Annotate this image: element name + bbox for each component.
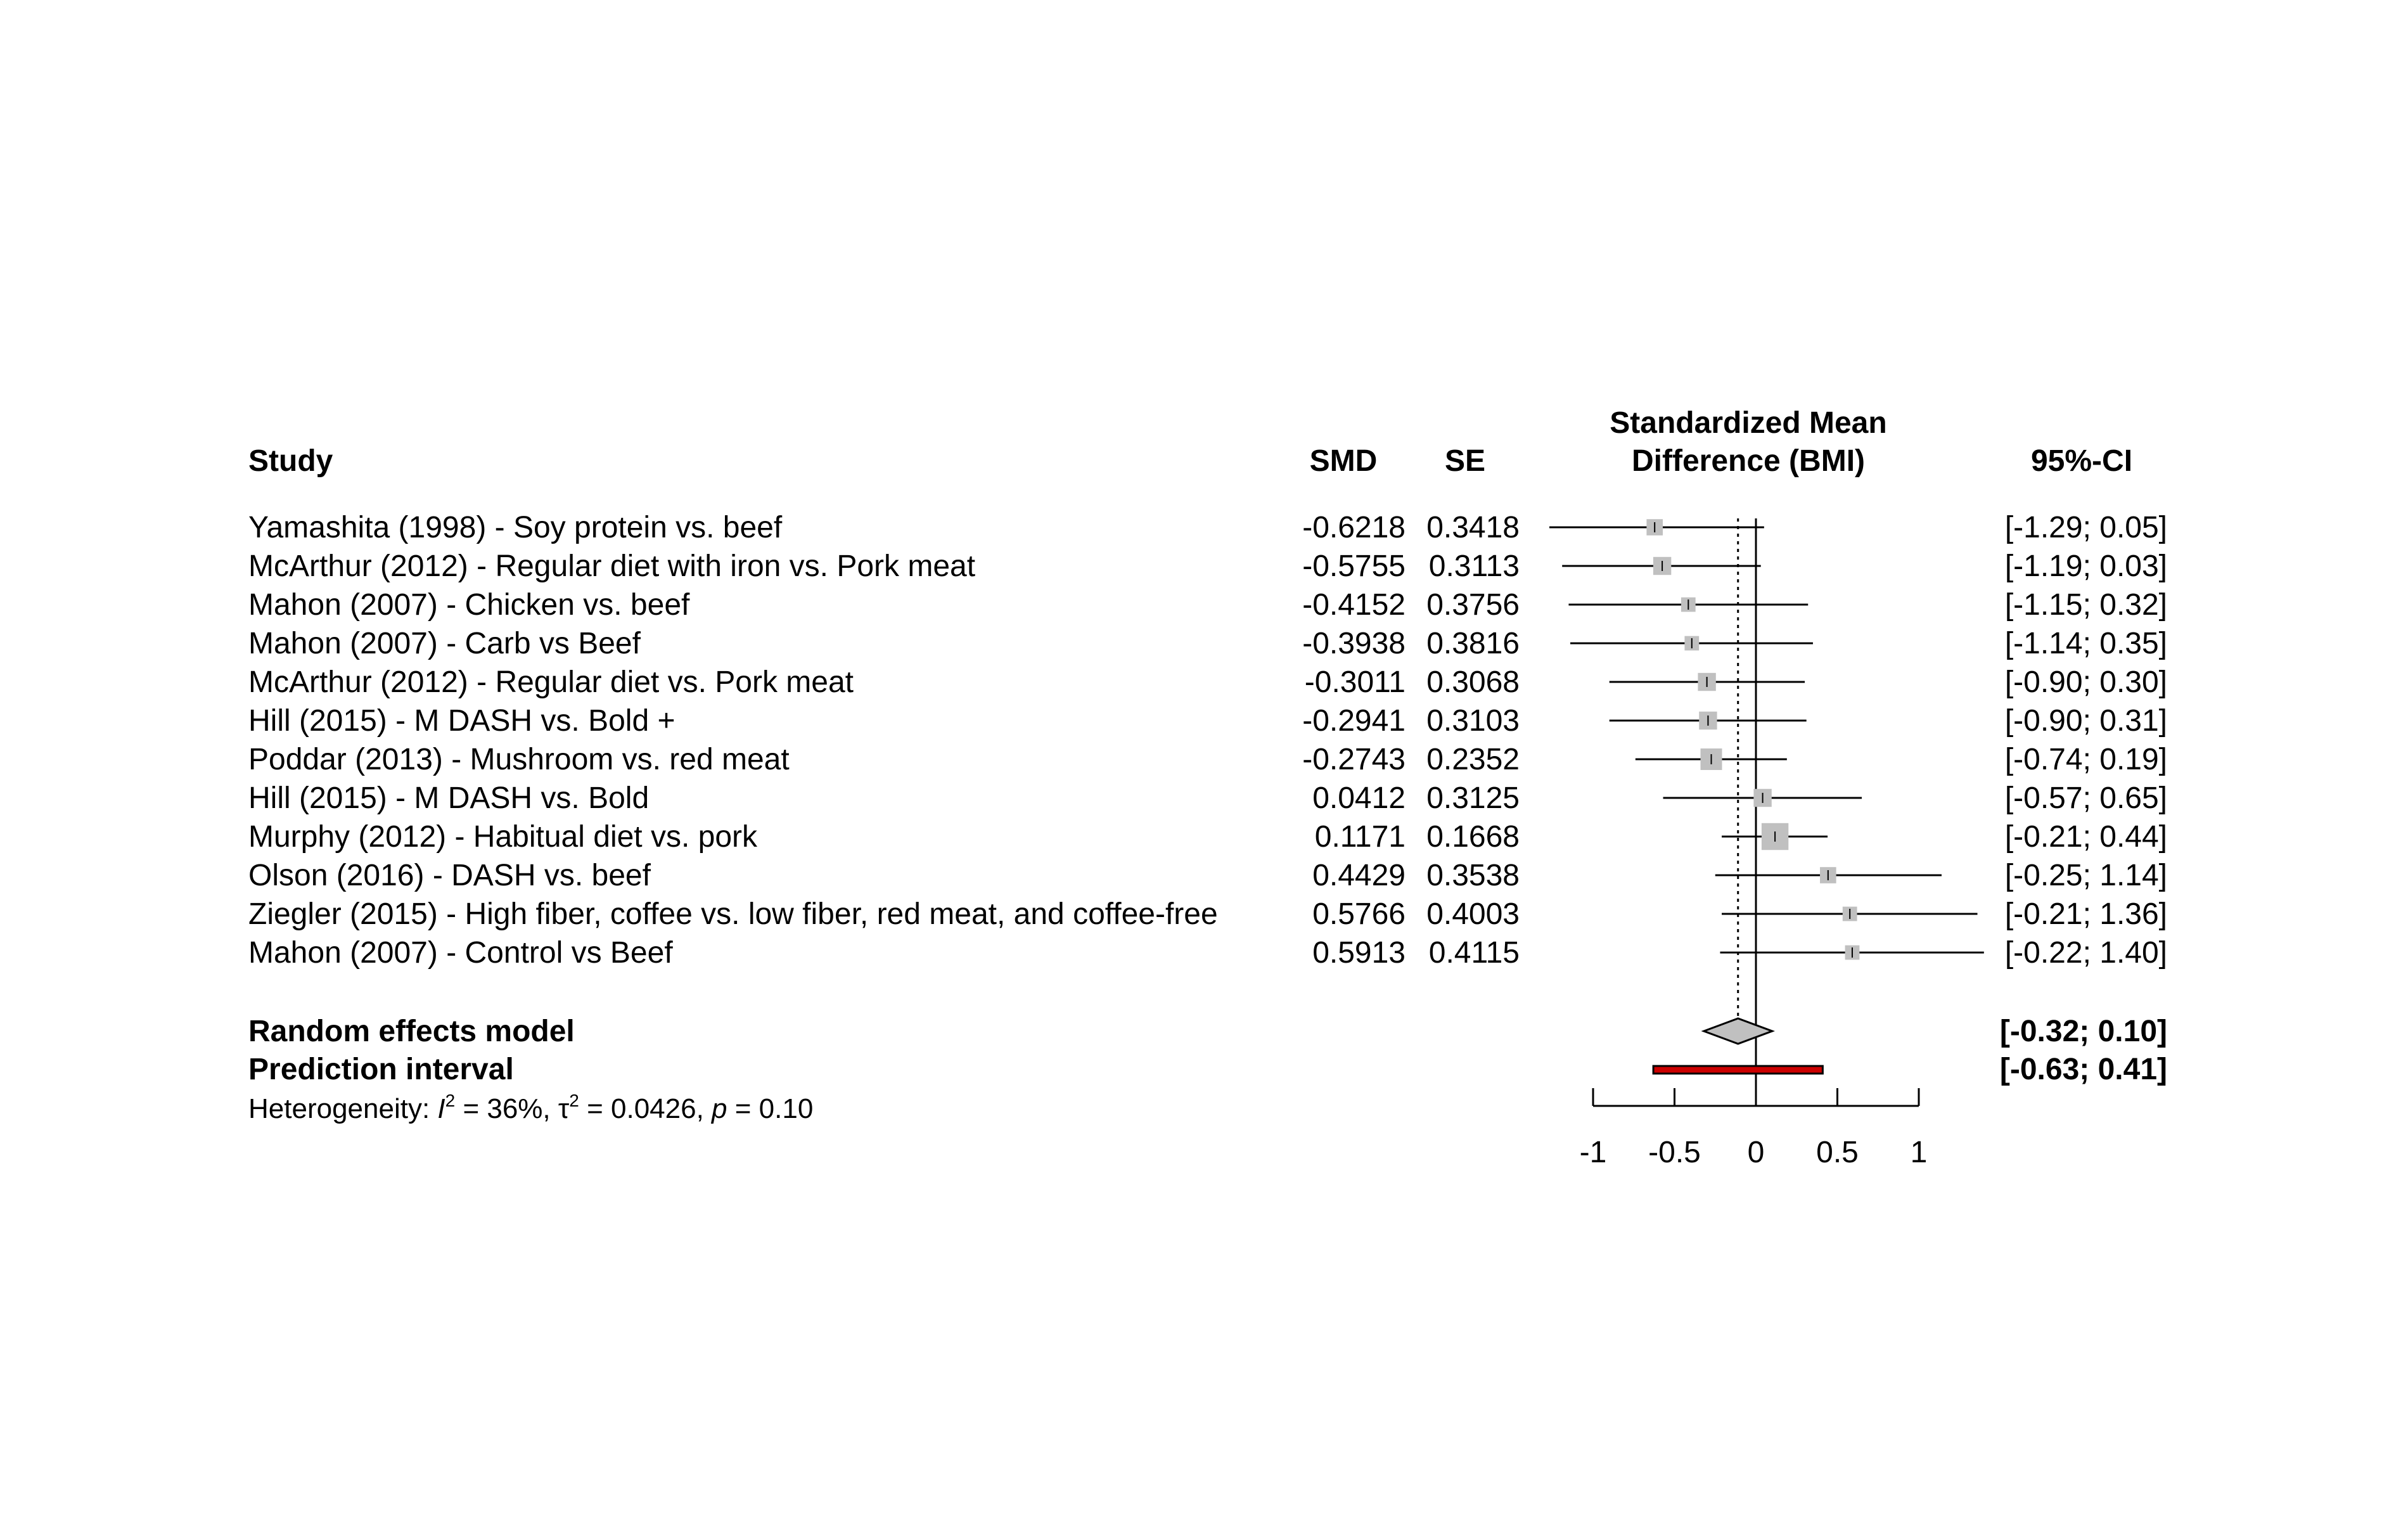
prediction-interval-bar — [1653, 1066, 1822, 1074]
random-effects-ci: [-0.32; 0.10] — [1999, 1015, 2167, 1048]
study-smd: -0.3938 — [1302, 627, 1406, 660]
study-ci: [-1.15; 0.32] — [2004, 588, 2167, 622]
study-row — [248, 627, 2167, 660]
study-label: Murphy (2012) - Habitual diet vs. pork — [248, 820, 758, 854]
study-se: 0.4003 — [1426, 897, 1520, 931]
study-row — [248, 820, 2167, 854]
study-ci: [-0.74; 0.19] — [2004, 743, 2167, 776]
study-se: 0.4115 — [1428, 936, 1520, 970]
study-label: McArthur (2012) - Regular diet with iron vs. Pork meat — [248, 549, 976, 583]
study-se: 0.3113 — [1428, 549, 1520, 583]
study-row — [248, 859, 2167, 892]
study-ci: [-0.25; 1.14] — [2004, 859, 2167, 892]
study-ci: [-1.19; 0.03] — [2004, 549, 2167, 583]
study-se: 0.2352 — [1426, 743, 1520, 776]
study-se: 0.3538 — [1426, 859, 1520, 892]
study-row — [248, 781, 2167, 815]
study-label: Yamashita (1998) - Soy protein vs. beef — [248, 511, 783, 544]
study-rows — [248, 511, 2167, 970]
header-effect-line2: Difference (BMI) — [1631, 444, 1866, 478]
x-tick-label: -1 — [1579, 1136, 1607, 1169]
header-ci: 95%-CI — [2030, 444, 2133, 478]
study-se: 0.3816 — [1426, 627, 1520, 660]
study-ci: [-1.14; 0.35] — [2004, 627, 2167, 660]
study-row — [248, 936, 2167, 970]
header-se: SE — [1444, 444, 1486, 478]
study-se: 0.3125 — [1426, 781, 1520, 815]
study-row — [248, 549, 2167, 583]
header-effect-line1: Standardized Mean — [1610, 406, 1887, 440]
study-row — [248, 511, 2167, 544]
study-row — [248, 897, 2167, 931]
study-ci: [-0.90; 0.31] — [2004, 704, 2167, 738]
x-tick-label: 1 — [1910, 1136, 1928, 1169]
x-tick-label: -0.5 — [1648, 1136, 1701, 1169]
study-row — [248, 704, 2167, 738]
study-smd: 0.4429 — [1312, 859, 1406, 892]
study-label: Poddar (2013) - Mushroom vs. red meat — [248, 743, 790, 776]
x-tick-label: 0.5 — [1816, 1136, 1859, 1169]
study-smd: 0.5913 — [1312, 936, 1406, 970]
study-label: Mahon (2007) - Chicken vs. beef — [248, 588, 690, 622]
heterogeneity-text: Heterogeneity: $I^2 = 36\%$, $\tau^2 = 0.0426$, p = 0.10 — [248, 1091, 814, 1124]
study-ci: [-0.57; 0.65] — [2004, 781, 2167, 815]
study-ci: [-0.21; 1.36] — [2004, 897, 2167, 931]
header-smd: SMD — [1309, 444, 1378, 478]
study-ci: [-0.22; 1.40] — [2004, 936, 2167, 970]
study-se: 0.3103 — [1426, 704, 1520, 738]
study-se: 0.3418 — [1426, 511, 1520, 544]
study-smd: 0.5766 — [1312, 897, 1406, 931]
study-ci: [-0.90; 0.30] — [2004, 665, 2167, 699]
prediction-interval-label: Prediction interval — [248, 1053, 514, 1086]
study-se: 0.3756 — [1426, 588, 1520, 622]
study-smd: 0.1171 — [1314, 820, 1406, 854]
study-se: 0.1668 — [1426, 820, 1520, 854]
x-axis — [1580, 1088, 1928, 1169]
study-label: Hill (2015) - M DASH vs. Bold + — [248, 704, 676, 738]
study-label: McArthur (2012) - Regular diet vs. Pork meat — [248, 665, 854, 699]
study-label: Olson (2016) - DASH vs. beef — [248, 859, 651, 892]
study-smd: 0.0412 — [1312, 781, 1406, 815]
x-tick-label: 0 — [1747, 1136, 1765, 1169]
prediction-interval-ci: [-0.63; 0.41] — [1999, 1053, 2167, 1086]
study-label: Mahon (2007) - Control vs Beef — [248, 936, 673, 970]
study-smd: -0.5755 — [1302, 549, 1406, 583]
study-row — [248, 588, 2167, 622]
study-se: 0.3068 — [1426, 665, 1520, 699]
header-study: Study — [248, 444, 333, 478]
study-row — [248, 665, 2167, 699]
study-label: Ziegler (2015) - High fiber, coffee vs. low fiber, red meat, and coffee-free — [248, 897, 1218, 931]
study-smd: -0.2941 — [1302, 704, 1406, 738]
study-smd: -0.4152 — [1302, 588, 1406, 622]
study-ci: [-0.21; 0.44] — [2004, 820, 2167, 854]
study-smd: -0.6218 — [1302, 511, 1406, 544]
random-effects-diamond — [1704, 1018, 1772, 1044]
study-label: Mahon (2007) - Carb vs Beef — [248, 627, 641, 660]
study-smd: -0.2743 — [1302, 743, 1406, 776]
random-effects-label: Random effects model — [248, 1015, 575, 1048]
study-row — [248, 743, 2167, 776]
study-smd: -0.3011 — [1304, 665, 1406, 699]
study-ci: [-1.29; 0.05] — [2004, 511, 2167, 544]
study-label: Hill (2015) - M DASH vs. Bold — [248, 781, 650, 815]
